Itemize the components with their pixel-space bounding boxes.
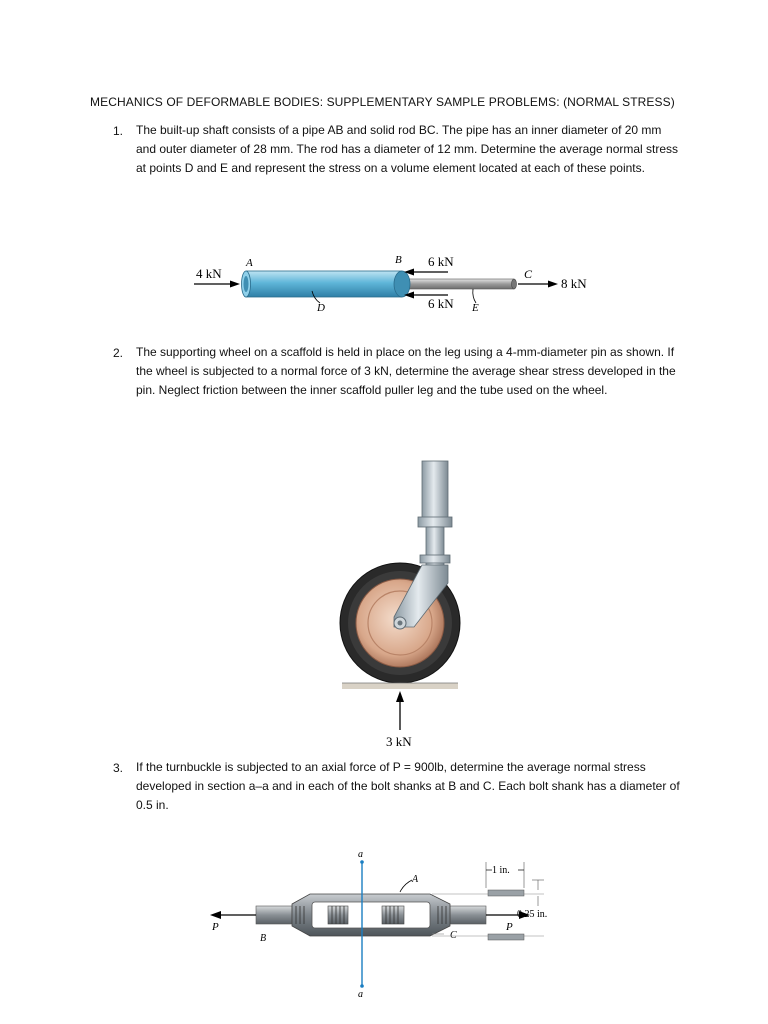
rod-end	[512, 279, 517, 289]
label-c-bolt: C	[450, 930, 457, 941]
problem-2-number: 2.	[113, 346, 124, 360]
label-b: B	[395, 254, 402, 266]
document-heading: MECHANICS OF DEFORMABLE BODIES: SUPPLEMENTARY SAMPLE PROBLEMS: (NORMAL STRESS)	[90, 95, 675, 109]
thread-left	[328, 906, 348, 924]
label-load-6kn-bottom: 6 kN	[428, 296, 454, 311]
label-load-8kn: 8 kN	[561, 276, 587, 291]
label-e: E	[472, 302, 479, 314]
scaffold-wheel-figure	[330, 455, 470, 750]
problem-1-number: 1.	[113, 124, 124, 138]
label-d: D	[317, 302, 325, 314]
label-a-bottom: a	[358, 989, 363, 998]
pipe-end-b	[394, 271, 410, 297]
bolt-shank-b	[256, 906, 292, 924]
turnbuckle-figure	[200, 848, 570, 998]
label-c: C	[524, 267, 533, 281]
label-load-4kn: 4 kN	[196, 266, 222, 281]
thread-right	[382, 906, 404, 924]
pipe-ab	[246, 271, 402, 297]
label-load-6kn-top: 6 kN	[428, 254, 454, 269]
label-a: A	[246, 257, 253, 269]
plate-section-top	[488, 890, 524, 896]
label-a-top: a	[358, 849, 363, 860]
rod-bc	[402, 279, 514, 289]
ground	[342, 683, 458, 689]
label-dim-1in: 1 in.	[492, 865, 510, 876]
bolt-shank-c	[450, 906, 486, 924]
problem-1-text: The built-up shaft consists of a pipe AB and solid rod BC. The pipe has an inner diameter of 20 mm and outer diameter of 28 mm. The rod has a diameter of 12 mm. Determine the average normal stress at points D and E and represent the stress on a volume element located at each of these points.	[136, 123, 679, 175]
label-b-bolt: B	[260, 933, 267, 944]
label-a-frame: A	[412, 874, 419, 885]
label-p-left: P	[212, 921, 219, 933]
plate-section-bottom	[488, 934, 524, 940]
scaffold-leg	[422, 461, 448, 519]
label-load-3kn: 3 kN	[386, 734, 412, 749]
label-dim-025in: 0.25 in.	[517, 909, 548, 920]
problem-3-number: 3.	[113, 761, 124, 775]
shaft-figure	[190, 245, 610, 320]
problem-2-text: The supporting wheel on a scaffold is held in place on the leg using a 4-mm-diameter pin as shown. If the wheel is subjected to a normal force of 3 kN, determine the average shear stress developed in the pin. Neglect friction between the inner scaffold puller leg and the tube used on the wheel.	[136, 345, 676, 397]
label-p-right: P	[506, 921, 513, 933]
problem-3-text: If the turnbuckle is subjected to an axial force of P = 900lb, determine the average normal stress developed in section a–a and in each of the bolt shanks at B and C. Each bolt shank has a diameter of 0.5 in.	[136, 760, 680, 812]
